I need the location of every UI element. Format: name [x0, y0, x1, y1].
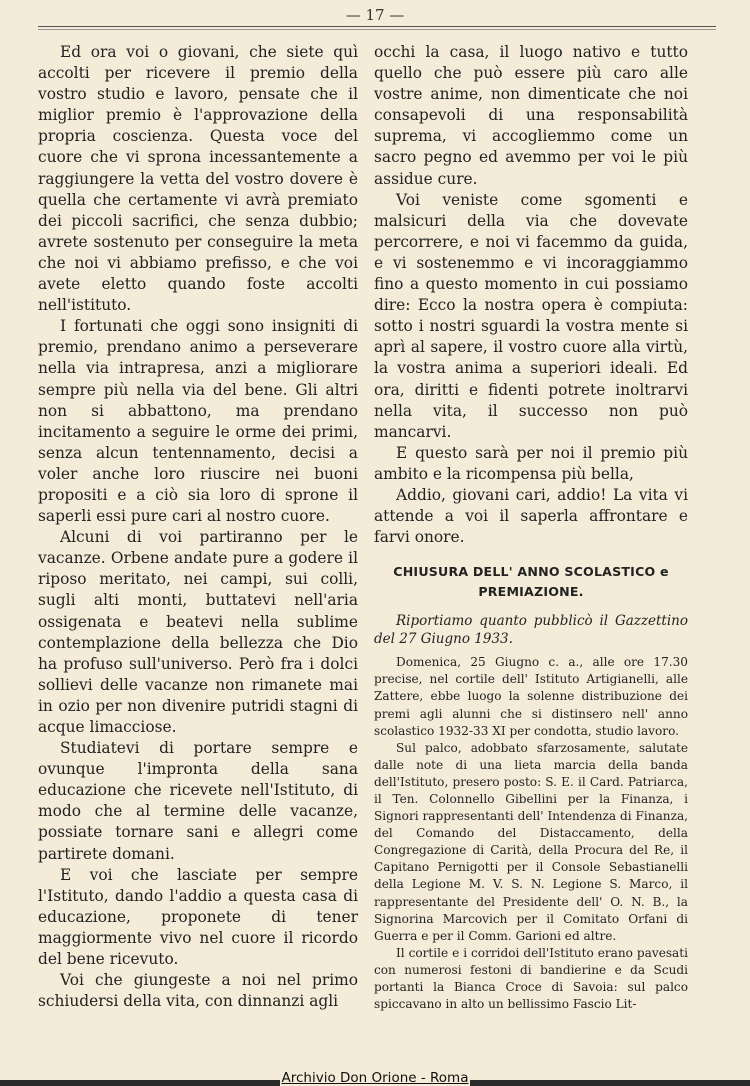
left-paragraph-5: E voi che lasciate per sempre l'Istituto, dando l'addio a questa casa di educazione, proponete di tener maggiormente vivo nel cuore il ricordo del bene ricevuto. — [38, 865, 358, 969]
left-paragraph-3: Alcuni di voi partiranno per le vacanze. Orbene andate pure a godere il riposo meritato, nei campi, sui colli, sugli alti monti, buttatevi nell'aria ossigenata e beatevi nella sublime contemplazione della bellezza che Dio ha profuso sull'universo. Però fra i dolci sollievi delle vacanze non rimanete mai in ozio per non divenire putridi stagni di acque limacciose. — [38, 528, 358, 736]
right-paragraph-2: Voi veniste come sgomenti e malsicuri della via che dovevate percorrere, e noi vi facemmo da guida, e vi sostenemmo e vi incoraggiammo fino a questo momento in cui possiamo dire: Ecco la nostra opera è compiuta: sotto i nostri sguardi la vostra mente si aprì al sapere, il vostro cuore alla virtù, la vostra anima a superiori ideali. Ed ora, diritti e fidenti potrete inoltrarvi nella vita, il successo non può mancarvi. — [374, 190, 688, 441]
section-paragraph-3: Il cortile e i corridoi dell'Istituto erano pavesati con numerosi festoni di bandierine e da Scudi portanti la Bianca Croce di Savoia: sul palco spiccavano in alto un bellissimo Fascio Lit- — [374, 945, 688, 1012]
left-paragraph-4: Studiatevi di portare sempre e ovunque l'impronta della sana educazione che ricevete nell'Istituto, di modo che al termine delle vacanze, possiate tornare sani e allegri come partirete domani. — [38, 739, 358, 863]
right-paragraph-1: occhi la casa, il luogo nativo e tutto quello che può essere più caro alle vostre anime, non dimenticate che noi consapevoli di una responsabilità suprema, vi accogliemmo come un sacro pegno ed avemmo per voi le più assidue cure. — [374, 43, 688, 188]
header-rule-thin — [38, 29, 716, 30]
section-paragraph-2: Sul palco, adobbato sfarzosamente, salutate dalle note di una lieta marcia della banda dell'Istituto, presero posto: S. E. il Card. Patriarca, il Ten. Colonnello Gibellini per la Finanza, i Signori rappresentanti dell' Intendenza di Finanza, del Comando del Distaccamento, della Congregazione di Carità, della Procura del Re, il Capitano Pernigotti per il Console Sebastianelli della Legione M. V. S. N. Legione S. Marco, il rappresentante del Presidente dell' O. N. B., la Signorina Marcovich per il Comitato Orfani di Guerra e per il Comm. Garioni ed altre. — [374, 740, 688, 943]
page-number: — 17 — — [345, 6, 405, 24]
section-paragraph-1: Domenica, 25 Giugno c. a., alle ore 17.30 precise, nel cortile dell' Istituto Artigianelli, alle Zattere, ebbe luogo la solenne distribuzione dei premi agli alunni che si distinsero nell' anno scolastico 1932-33 XI per condotta, studio lavoro. — [374, 655, 688, 738]
right-paragraph-3: E questo sarà per noi il premio più ambito e la ricompensa più bella, — [374, 443, 688, 483]
left-paragraph-2: I fortunati che oggi sono insigniti di premio, prendano animo a perseverare nella via intrapresa, anzi a migliorare sempre più nella via del bene. Gli altri non si abbattono, ma prendano incitamento a seguire le orme dei primi, senza alcun tentennamento, decisi a voler anche loro riuscire nei buoni propositi e a ciò sia loro di sprone il saperli essi pure cari al nostro cuore. — [38, 317, 358, 526]
section-intro: Riportiamo quanto pubblicò il Gazzettino del 27 Giugno 1933. — [374, 613, 688, 648]
right-paragraph-4: Addio, giovani cari, addio! La vita vi attende a voi il saperla affrontare e farvi onore. — [374, 485, 688, 547]
right-column — [374, 42, 688, 1013]
header-rule — [38, 26, 716, 27]
left-paragraph-6: Voi che giungeste a noi nel primo schiudersi della vita, con dinnanzi agli — [38, 971, 358, 1011]
left-paragraph-1: Ed ora voi o giovani, che siete quì accolti per ricevere il premio della vostro studio e lavoro, pensate che il miglior premio è l'approvazione della propria coscienza. Questa voce del cuore che vi sprona incessantemente a raggiungere la vetta del vostro dovere è quella che certamente vi avrà premiato dei piccoli sacrifici, che senza dubbio; avrete sostenuto per conseguire la meta che noi vi abbiamo prefisso, e che voi avete eletto quando foste accolti nell'istituto. — [38, 43, 358, 315]
archive-footer — [0, 1070, 750, 1086]
section-heading: CHIUSURA DELL' ANNO SCOLASTICO e PREMIAZIONE. — [393, 564, 669, 600]
left-column — [38, 42, 358, 1012]
archive-label: Archivio Don Orione - Roma — [281, 1070, 469, 1086]
